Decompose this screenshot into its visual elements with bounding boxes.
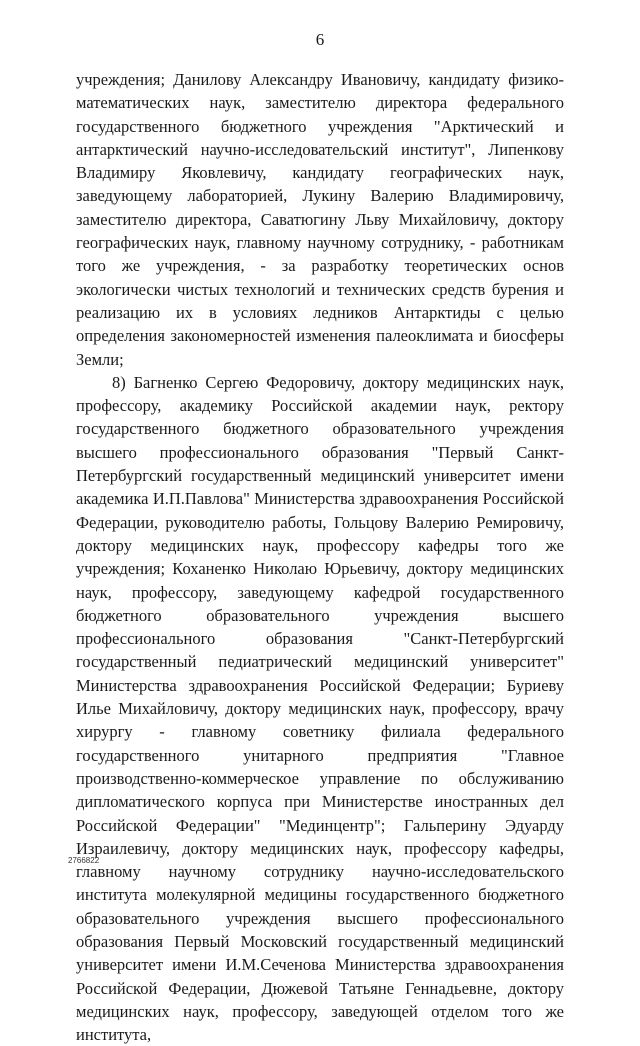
paragraph-item-8: 8) Багненко Сергею Федоровичу, доктору медицинских наук, профессору, академику Российской академии наук, ректору государственного бюджетного образовательного учреждения высшего профессионального образования "Первый Санкт-Петербургский государственный медицинский университет имени академика И.П.Павлова" Министерства здравоохранения Российской Федерации, руководителю работы, Гольцову Валерию Ремировичу, доктору медицинских наук, профессору кафедры того же учреждения; Коханенко Николаю Юрьевичу, доктору медицинских наук, профессору, заведующему кафедрой государственного бюджетного образовательного учреждения высшего профессионального образования "Санкт-Петербургский государственный педиатрический медицинский университет" Министерства здравоохранения Российской Федерации; Буриеву Илье Михайловичу, доктору медицинских наук, профессору, врачу хирургу - главному советнику филиала федерального государственного унитарного предприятия "Главное производственно-коммерческое управление по обслуживанию дипломатического корпуса при Министерстве иностранных дел Российской Федерации" "Мединцентр"; Гальперину Эдуарду Израилевичу, доктору медицинских наук, профессору кафедры, главному научному сотруднику научно-исследовательского института молекулярной медицины государственного бюджетного образовательного учреждения высшего профессионального образования Первый Московский государственный медицинский университет имени И.М.Сеченова Министерства здравоохранения Российской Федерации, Дюжевой Татьяне Геннадьевне, доктору медицинских наук, профессору, заведующей отделом того же института,	[76, 372, 564, 1045]
page-number: 6	[315, 30, 325, 49]
document-body	[76, 68, 564, 1046]
paragraph-continuation: учреждения; Данилову Александру Ивановичу, кандидату физико-математических наук, заместителю директора федерального государственного бюджетного учреждения "Арктический и антарктический научно-исследовательский институт", Липенкову Владимиру Яковлевичу, кандидату географических наук, заведующему лабораторией, Лукину Валерию Владимировичу, заместителю директора, Саватюгину Льву Михайловичу, доктору географических наук, главному научному сотруднику, - работникам того же учреждения, - за разработку теоретических основ экологически чистых технологий и технических средств бурения и реализацию их в условиях ледников Антарктиды с целью определения закономерностей изменения палеоклимата и биосферы Земли;	[76, 70, 564, 369]
document-code: 2766822	[68, 856, 100, 865]
